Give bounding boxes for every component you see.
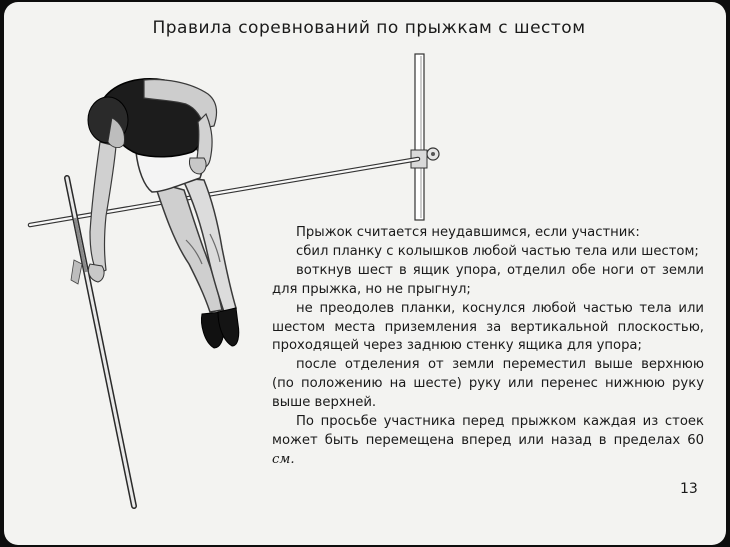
page-number: 13	[680, 481, 698, 497]
rule-item: сбил планку с колышков любой частью тела или шестом;	[296, 243, 699, 259]
unit-cm: см.	[272, 451, 295, 467]
crossbar-icon	[30, 159, 418, 225]
rule-note-text: По просьбе участника перед прыжком каждая из стоек может быть перемещена вперед или назад в пределах 60	[272, 414, 704, 448]
page-title: Правила соревнований по прыжкам с шестом	[152, 18, 586, 38]
rule-item: после отделения от земли переместил выше верхнюю (по положению на шесте) руку или перенес нижнюю руку выше верхней.	[272, 357, 704, 411]
rule-item: не преодолев планки, коснулся любой частью тела или шестом места приземления за вертикальной плоскостью, проходящей через заднюю стенку ящика для упора;	[272, 300, 704, 354]
rules-text	[272, 224, 704, 470]
rule-item: воткнув шест в ящик упора, отделил обе ноги от земли для прыжка, но не прыгнул;	[272, 262, 704, 297]
slide-frame	[4, 2, 726, 545]
upright-stand-icon	[411, 54, 439, 220]
rules-intro: Прыжок считается неудавшимся, если участник:	[296, 225, 640, 240]
rule-note	[272, 413, 704, 470]
